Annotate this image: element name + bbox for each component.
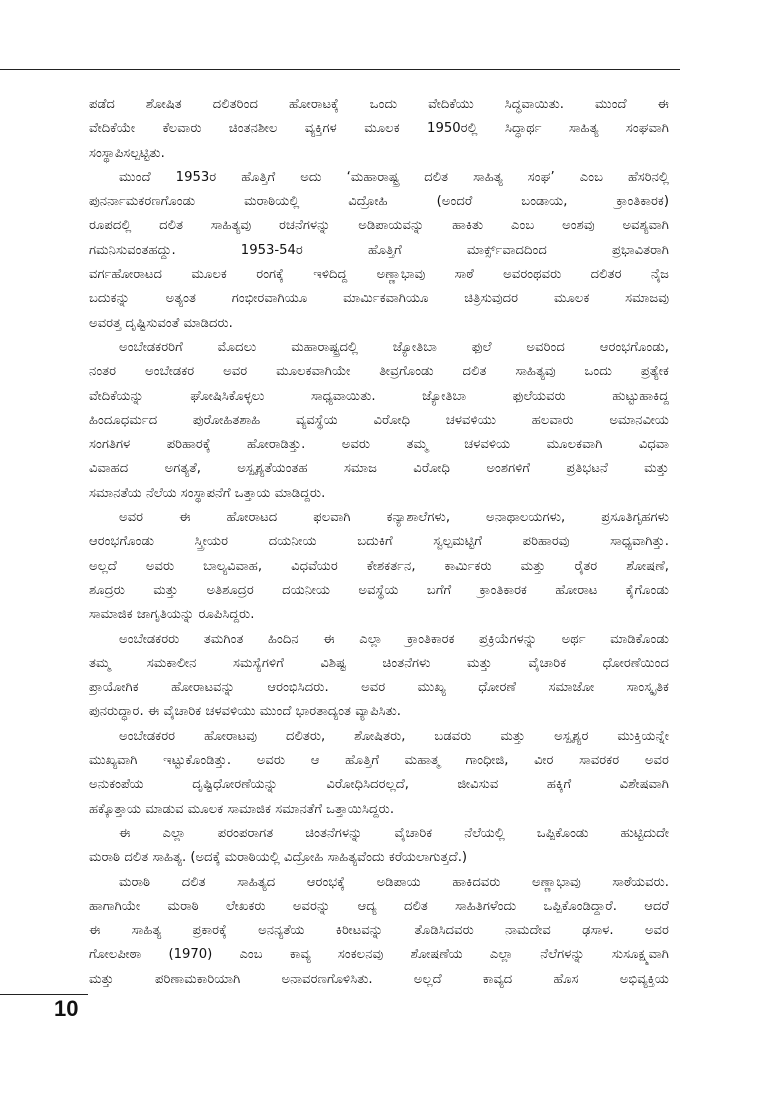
body-text-line: ತಮ್ಮ ಸಮಕಾಲೀನ ಸಮಸ್ಯೆಗಳಿಗೆ ವಿಶಿಷ್ಟ ಚಿಂತನೆಗಳು ಮತ್ತು ವೈಚಾರಿಕ ಧೋರಣೆಯಿಂದ [89,655,669,671]
body-text-line: ಈ ಸಾಹಿತ್ಯ ಪ್ರಕಾರಕ್ಕೆ ಅನನ್ಯತೆಯ ಕಿರೀಟವನ್ನು ತೊಡಿಸಿದವರು ನಾಮದೇವ ಢಸಾಳ. ಅವರ [89,923,669,939]
page-number: 10 [54,996,79,1021]
body-text-line: ಪ್ರಾಯೋಗಿಕ ಹೋರಾಟವನ್ನು ಆರಂಭಿಸಿದರು. ಅವರ ಮುಖ್ಯ ಧೋರಣೆ ಸಮಾಜೋ ಸಾಂಸ್ಕೃತಿಕ [89,680,669,696]
body-text-line: ಪುನರುದ್ಧಾರ. ಈ ವೈಚಾರಿಕ ಚಳವಳಿಯು ಮುಂದೆ ಭಾರತಾದ್ಯಂತ ವ್ಯಾಪಿಸಿತು. [89,704,402,720]
body-text-line: ಮತ್ತು ಪರಿಣಾಮಕಾರಿಯಾಗಿ ಅನಾವರಣಗೊಳಿಸಿತು. ಅಲ್ಲದೆ ಕಾವ್ಯದ ಹೊಸ ಅಭಿವ್ಯಕ್ತಿಯ [89,971,669,987]
header-rule [0,69,680,70]
body-text-line: ಅಲ್ಲದೆ ಅವರು ಬಾಲ್ಯವಿವಾಹ, ವಿಧವೆಯರ ಕೇಶಕರ್ತನ, ಕಾರ್ಮಿಕರು ಮತ್ತು ರೈತರ ಶೋಷಣೆ, [89,558,669,574]
body-text-line: ಅನುಕಂಪೆಯ ದೃಷ್ಟಿಧೋರಣೆಯನ್ನು ವಿರೋಧಿಸಿದರಲ್ಲದೆ, ಜೀವಿಸುವ ಹಕ್ಕಿಗೆ ವಿಶೇಷವಾಗಿ [89,777,669,793]
body-text-line: ಮರಾಠಿ ದಲಿತ ಸಾಹಿತ್ಯ. (ಅದಕ್ಕೆ ಮರಾಠಿಯಲ್ಲಿ ವಿದ್ರೋಹಿ ಸಾಹಿತ್ಯವೆಂದು ಕರೆಯಲಾಗುತ್ತದೆ.) [89,850,468,866]
body-text-line: ವೇದಿಕೆಯನ್ನು ಘೋಷಿಸಿಕೊಳ್ಳಲು ಸಾಧ್ಯವಾಯಿತು. ಜ್ಯೋತಿಬಾ ಫುಲೆಯವರು ಹುಟ್ಟುಹಾಕಿದ್ದ [89,388,669,404]
body-text-line: ಆರಂಭಗೊಂಡು ಸ್ತ್ರೀಯರ ದಯನೀಯ ಬದುಕಿಗೆ ಸ್ವಲ್ಪಮಟ್ಟಿಗೆ ಪರಿಹಾರವು ಸಾಧ್ಯವಾಗಿತ್ತು. [89,534,669,550]
body-text-line: ಬದುಕನ್ನು ಅತ್ಯಂತ ಗಂಭೀರವಾಗಿಯೂ ಮಾರ್ಮಿಕವಾಗಿಯೂ ಚಿತ್ರಿಸುವುದರ ಮೂಲಕ ಸಮಾಜವು [89,291,669,307]
body-text-line: ಅವರತ್ತ ದೃಷ್ಟಿಸುವಂತೆ ಮಾಡಿದರು. [89,315,233,331]
body-text-line: ಹಿಂದೂಧರ್ಮದ ಪುರೋಹಿತಶಾಹಿ ವ್ಯವಸ್ಥೆಯ ವಿರೋಧಿ ಚಳವಳಿಯು ಹಲವಾರು ಅಮಾನವೀಯ [89,412,669,428]
body-text-line: ಈ ಎಲ್ಲಾ ಪರಂಪರಾಗತ ಚಿಂತನೆಗಳನ್ನು ವೈಚಾರಿಕ ನೆಲೆಯಲ್ಲಿ ಒಪ್ಪಿಕೊಂಡು ಹುಟ್ಟಿದುದೇ [119,825,669,841]
body-text-line: ವಿವಾಹದ ಅಗತ್ಯತೆ, ಅಸ್ಪೃಶ್ಯತೆಯಂತಹ ಸಮಾಜ ವಿರೋಧಿ ಅಂಶಗಳಿಗೆ ಪ್ರತಿಭಟನೆ ಮತ್ತು [89,461,669,477]
body-text-line: ಅಂಬೇಡಕರರು ತಮಗಿಂತ ಹಿಂದಿನ ಈ ಎಲ್ಲಾ ಕ್ರಾಂತಿಕಾರಕ ಪ್ರಕ್ರಿಯೆಗಳನ್ನು ಅರ್ಥ ಮಾಡಿಕೊಂಡು [119,631,669,647]
body-text-line: ಅವರ ಈ ಹೋರಾಟದ ಫಲವಾಗಿ ಕನ್ಯಾಶಾಲೆಗಳು, ಅನಾಥಾಲಯಗಳು, ಪ್ರಸೂತಿಗೃಹಗಳು [119,510,669,526]
body-text-line: ರೂಪದಲ್ಲಿ ದಲಿತ ಸಾಹಿತ್ಯವು ರಚನೆಗಳನ್ನು ಅಡಿಪಾಯವನ್ನು ಹಾಕಿತು ಎಂಬ ಅಂಶವು ಅವಶ್ಯವಾಗಿ [89,218,669,234]
body-text-line: ವರ್ಗಹೋರಾಟದ ಮೂಲಕ ರಂಗಕ್ಕೆ ಇಳಿದಿದ್ದ ಅಣ್ಣಾಭಾವು ಸಾಠೆ ಅವರಂಥವರು ದಲಿತರ ನೈಜ [89,267,669,283]
body-text-line: ಹಾಗಾಗಿಯೇ ಮರಾಠಿ ಲೇಖಕರು ಅವರನ್ನು ಆದ್ಯ ದಲಿತ ಸಾಹಿತಿಗಳೆಂದು ಒಪ್ಪಿಕೊಂಡಿದ್ದಾರೆ. ಆದರೆ [89,898,669,914]
body-text-line: ಸಮಾನತೆಯ ನೆಲೆಯ ಸಂಸ್ಥಾಪನೆಗೆ ಒತ್ತಾಯ ಮಾಡಿದ್ದರು. [89,485,326,501]
body-text-line: ಹಕ್ಕೊತ್ತಾಯ ಮಾಡುವ ಮೂಲಕ ಸಾಮಾಜಿಕ ಸಮಾನತೆಗೆ ಒತ್ತಾಯಿಸಿದ್ದರು. [89,801,395,817]
body-text-line: ಮುಖ್ಯವಾಗಿ ಇಟ್ಟುಕೊಂಡಿತ್ತು. ಅವರು ಆ ಹೊತ್ತಿಗೆ ಮಹಾತ್ಮ ಗಾಂಧೀಜಿ, ವೀರ ಸಾವರಕರ ಅವರ [89,753,669,769]
body-text-line: ಮುಂದೆ 1953ರ ಹೊತ್ತಿಗೆ ಅದು ‘ಮಹಾರಾಷ್ಟ್ರ ದಲಿತ ಸಾಹಿತ್ಯ ಸಂಘ’ ಎಂಬ ಹೆಸರಿನಲ್ಲಿ [119,169,669,185]
footer-rule [0,994,88,995]
body-text-line: ಅಂಬೇಡಕರರಿಗೆ ಮೊದಲು ಮಹಾರಾಷ್ಟ್ರದಲ್ಲಿ ಜ್ಯೋತಿಬಾ ಫುಲೆ ಅವರಿಂದ ಆರಂಭಗೊಂಡು, [119,339,669,355]
page-body-text [89,93,669,992]
body-text-line: ನಂತರ ಅಂಬೇಡಕರ ಅವರ ಮೂಲಕವಾಗಿಯೇ ತೀವ್ರಗೊಂಡು ದಲಿತ ಸಾಹಿತ್ಯವು ಒಂದು ಪ್ರತ್ಯೇಕ [89,364,669,380]
body-text-line: ಸಾಮಾಜಿಕ ಜಾಗೃತಿಯನ್ನು ರೂಪಿಸಿದ್ದರು. [89,607,255,623]
body-text-line: ಸಂಸ್ಥಾಪಿಸಲ್ಪಟ್ಟಿತು. [89,145,165,161]
body-text-line: ಪಡೆದ ಶೋಷಿತ ದಲಿತರಿಂದ ಹೋರಾಟಕ್ಕೆ ಒಂದು ವೇದಿಕೆಯು ಸಿದ್ಧವಾಯಿತು. ಮುಂದೆ ಈ [89,97,669,112]
body-text-line: ಅಂಬೇಡಕರರ ಹೋರಾಟವು ದಲಿತರು, ಶೋಷಿತರು, ಬಡವರು ಮತ್ತು ಅಸ್ಪೃಶ್ಯರ ಮುಕ್ತಿಯನ್ನೇ [119,728,669,744]
body-text-line: ಗೋಲಪೀಠಾ (1970) ಎಂಬ ಕಾವ್ಯ ಸಂಕಲನವು ಶೋಷಣೆಯ ಎಲ್ಲಾ ನೆಲೆಗಳನ್ನು ಸುಸೂಕ್ಷ್ಮವಾಗಿ [89,947,669,963]
body-text-line: ಸಂಗತಿಗಳ ಪರಿಹಾರಕ್ಕೆ ಹೋರಾಡಿತ್ತು. ಅವರು ತಮ್ಮ ಚಳವಳಿಯ ಮೂಲಕವಾಗಿ ವಿಧವಾ [89,437,669,453]
body-text-line: ಪುನರ್ನಾಮಕರಣಗೊಂಡು ಮರಾಠಿಯಲ್ಲಿ ವಿದ್ರೋಹಿ (ಅಂದರೆ ಬಂಡಾಯ, ಕ್ರಾಂತಿಕಾರಕ) [89,194,669,210]
body-text-line: ಮರಾಠಿ ದಲಿತ ಸಾಹಿತ್ಯದ ಆರಂಭಕ್ಕೆ ಅಡಿಪಾಯ ಹಾಕಿದವರು ಅಣ್ಣಾಭಾವು ಸಾಠೆಯವರು. [119,874,669,890]
body-text-line: ವೇದಿಕೆಯೇ ಕೆಲವಾರು ಚಿಂತನಶೀಲ ವ್ಯಕ್ತಿಗಳ ಮೂಲಕ 1950ರಲ್ಲಿ ಸಿದ್ಧಾರ್ಥ ಸಾಹಿತ್ಯ ಸಂಘವಾಗಿ [89,121,669,137]
body-text-line: ಶೂದ್ರರು ಮತ್ತು ಅತಿಶೂದ್ರರ ದಯನೀಯ ಅವಸ್ಥೆಯ ಬಗೆಗೆ ಕ್ರಾಂತಿಕಾರಕ ಹೋರಾಟ ಕೈಗೊಂಡು [89,582,669,598]
body-text-line: ಗಮನಿಸುವಂತಹದ್ದು. 1953-54ರ ಹೊತ್ತಿಗೆ ಮಾರ್ಕ್ಸ್‌ವಾದದಿಂದ ಪ್ರಭಾವಿತರಾಗಿ [89,242,669,258]
